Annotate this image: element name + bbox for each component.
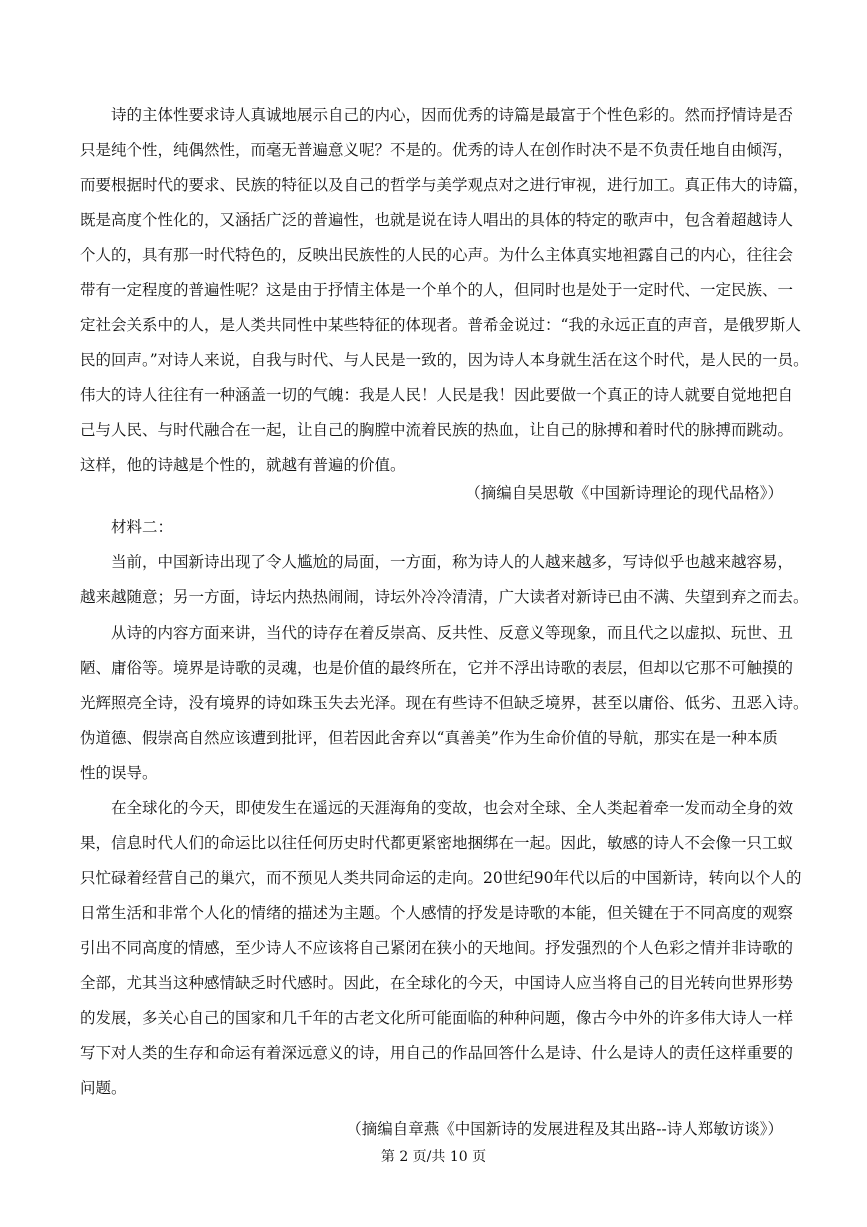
paragraph-line: 民的回声。”对诗人来说，自我与时代、与人民是一致的，因为诗人本身就生活在这个时代，是人民的一员。 <box>80 351 809 369</box>
paragraph-line: 只忙碌着经营自己的巢穴，而不预见人类共同命运的走向。20世纪90年代以后的中国新诗，转向以个人的 <box>80 869 802 887</box>
paragraph-line: 写下对人类的生存和命运有着深远意义的诗，用自己的作品回答什么是诗、什么是诗人的责任这样重要的 <box>80 1044 794 1062</box>
paragraph-line: 既是高度个性化的，又涵括广泛的普遍性，也就是说在诗人唱出的具体的特定的歌声中，包含着超越诗人 <box>80 211 794 229</box>
paragraph-line: 而要根据时代的要求、民族的特征以及自己的哲学与美学观点对之进行审视，进行加工。真正伟大的诗篇， <box>80 176 809 194</box>
paragraph-line: 全部，尤其当这种感情缺乏时代感时。因此，在全球化的今天，中国诗人应当将自己的目光转向世界形势 <box>80 974 794 992</box>
paragraph-line: 果，信息时代人们的命运比以往任何历史时代都更紧密地捆绑在一起。因此，敏感的诗人不会像一只工蚁 <box>80 834 794 852</box>
paragraph-line: 的发展，多关心自己的国家和几千年的古老文化所可能面临的种种问题，像古今中外的许多伟大诗人一样 <box>80 1009 794 1027</box>
paragraph-line: 引出不同高度的情感，至少诗人不应该将自己紧闭在狭小的天地间。抒发强烈的个人色彩之情并非诗歌的 <box>80 939 794 957</box>
paragraph-line: 越来越随意；另一方面，诗坛内热热闹闹，诗坛外冷冷清清，广大读者对新诗已由不满、失望到弃之而去。 <box>80 588 809 606</box>
paragraph-line: 日常生活和非常个人化的情绪的描述为主题。个人感情的抒发是诗歌的本能，但关键在于不同高度的观察 <box>80 904 794 922</box>
paragraph-line: 诗的主体性要求诗人真诚地展示自己的内心，因而优秀的诗篇是最富于个性色彩的。然而抒情诗是否 <box>111 106 794 124</box>
paragraph-line: 从诗的内容方面来讲，当代的诗存在着反崇高、反共性、反意义等现象，而且代之以虚拟、玩世、丑 <box>111 624 794 642</box>
paragraph-line: 当前，中国新诗出现了令人尴尬的局面，一方面，称为诗人的人越来越多，写诗似乎也越来越容易， <box>111 553 794 571</box>
paragraph-line: 定社会关系中的人，是人类共同性中某些特征的体现者。普希金说过：“我的永远正直的声音，是俄罗斯人 <box>80 316 801 334</box>
paragraph-line: 己与人民、与时代融合在一起，让自己的胸膛中流着民族的热血，让自己的脉搏和着时代的脉搏而跳动。 <box>80 421 794 439</box>
paragraph-line: 伪道德、假崇高自然应该遭到批评，但若因此舍弃以“真善美”作为生命价值的导航，那实在是一种本质 <box>80 729 778 747</box>
paragraph-line: 这样，他的诗越是个性的，就越有普遍的价值。 <box>80 456 406 474</box>
source-citation: （摘编自章燕《中国新诗的发展进程及其出路--诗人郑敏访谈》） <box>346 1120 783 1138</box>
page-number: 第 2 页/共 10 页 <box>380 1149 487 1165</box>
paragraph-line: 光辉照亮全诗，没有境界的诗如珠玉失去光泽。现在有些诗不但缺乏境界，甚至以庸俗、低劣、丑恶入诗。 <box>80 694 809 712</box>
paragraph-line: 带有一定程度的普遍性呢？这是由于抒情主体是一个单个的人，但同时也是处于一定时代、一定民族、一 <box>80 281 794 299</box>
paragraph-line: 伟大的诗人往往有一种涵盖一切的气魄：我是人民！人民是我！因此要做一个真正的诗人就要自觉地把自 <box>80 386 794 404</box>
source-citation: （摘编自吴思敬《中国新诗理论的现代品格》） <box>465 484 783 502</box>
paragraph-line: 性的误导。 <box>80 764 158 782</box>
paragraph-line: 问题。 <box>80 1079 127 1097</box>
paragraph-line: 个人的，具有那一时代特色的，反映出民族性的人民的心声。为什么主体真实地袒露自己的内心，往往会 <box>80 246 794 264</box>
paragraph-line: 只是纯个性，纯偶然性，而毫无普遍意义呢？不是的。优秀的诗人在创作时决不是不负责任地自由倾泻， <box>80 141 794 159</box>
paragraph-line: 在全球化的今天，即使发生在遥远的天涯海角的变故，也会对全球、全人类起着牵一发而动全身的效 <box>111 799 794 817</box>
paragraph-line: 陋、庸俗等。境界是诗歌的灵魂，也是价值的最终所在，它并不浮出诗歌的表层，但却以它那不可触摸的 <box>80 659 794 677</box>
section-heading: 材料二： <box>111 518 174 536</box>
